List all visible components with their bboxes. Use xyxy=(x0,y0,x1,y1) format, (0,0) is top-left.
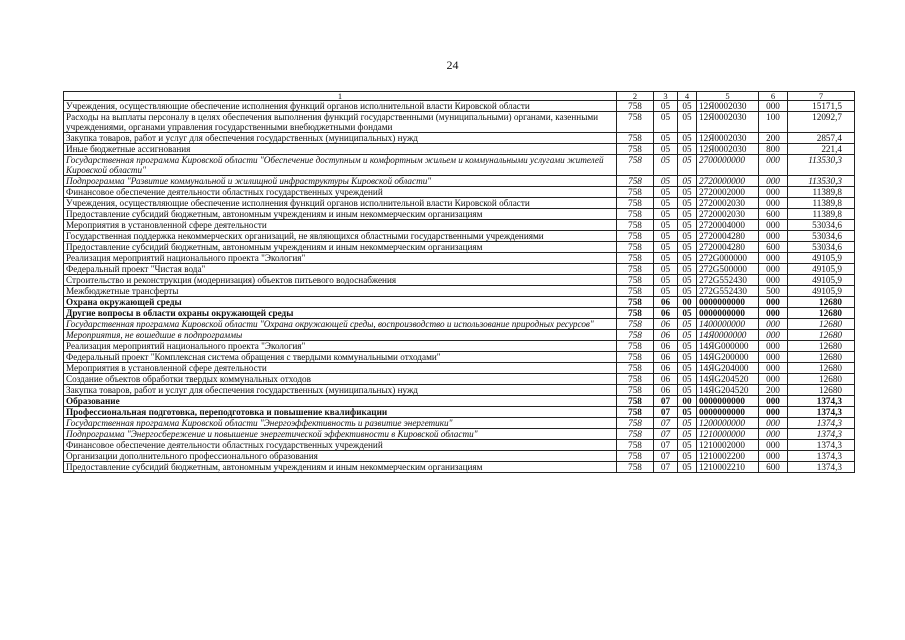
row-amount: 12680 xyxy=(788,341,855,352)
row-amount: 12680 xyxy=(788,297,855,308)
row-amount: 12680 xyxy=(788,308,855,319)
row-subsection: 05 xyxy=(678,319,697,330)
row-name: Учреждения, осуществляющие обеспечение исполнения функций органов исполнительной власти Кировской области xyxy=(64,198,617,209)
column-header: 2 xyxy=(617,92,654,101)
row-amount: 12680 xyxy=(788,319,855,330)
table-row xyxy=(64,308,855,319)
row-section: 06 xyxy=(654,341,678,352)
row-subsection: 05 xyxy=(678,155,697,176)
row-ministry-code: 758 xyxy=(617,112,654,133)
row-expense-type: 500 xyxy=(759,286,788,297)
row-section: 05 xyxy=(654,209,678,220)
row-amount: 12680 xyxy=(788,352,855,363)
row-target-article: 14ЯG000000 xyxy=(697,341,759,352)
table-row xyxy=(64,133,855,144)
row-expense-type: 000 xyxy=(759,407,788,418)
row-ministry-code: 758 xyxy=(617,308,654,319)
row-ministry-code: 758 xyxy=(617,264,654,275)
table-row xyxy=(64,176,855,187)
row-subsection: 05 xyxy=(678,352,697,363)
row-target-article: 2720004280 xyxy=(697,242,759,253)
row-name: Финансовое обеспечение деятельности областных государственных учреждений xyxy=(64,440,617,451)
row-subsection: 05 xyxy=(678,101,697,112)
row-target-article: 12Я0002030 xyxy=(697,112,759,133)
row-subsection: 00 xyxy=(678,297,697,308)
row-name: Закупка товаров, работ и услуг для обеспечения государственных (муниципальных) нужд xyxy=(64,133,617,144)
row-name: Организации дополнительного профессионального образования xyxy=(64,451,617,462)
row-amount: 53034,6 xyxy=(788,231,855,242)
budget-table xyxy=(63,91,855,473)
row-expense-type: 600 xyxy=(759,209,788,220)
row-section: 05 xyxy=(654,176,678,187)
row-expense-type: 000 xyxy=(759,198,788,209)
row-subsection: 05 xyxy=(678,112,697,133)
row-ministry-code: 758 xyxy=(617,330,654,341)
row-expense-type: 000 xyxy=(759,308,788,319)
page-number: 24 xyxy=(446,58,459,72)
column-header: 6 xyxy=(759,92,788,101)
table-row xyxy=(64,374,855,385)
row-section: 07 xyxy=(654,462,678,473)
row-target-article: 2720004280 xyxy=(697,231,759,242)
row-name: Финансовое обеспечение деятельности областных государственных учреждений xyxy=(64,187,617,198)
row-amount: 49105,9 xyxy=(788,275,855,286)
row-section: 05 xyxy=(654,144,678,155)
row-ministry-code: 758 xyxy=(617,275,654,286)
row-subsection: 05 xyxy=(678,374,697,385)
row-target-article: 14Я0000000 xyxy=(697,330,759,341)
table-row xyxy=(64,440,855,451)
row-name: Мероприятия в установленной сфере деятельности xyxy=(64,220,617,231)
row-expense-type: 000 xyxy=(759,176,788,187)
table-row xyxy=(64,286,855,297)
row-section: 07 xyxy=(654,407,678,418)
row-amount: 1374,3 xyxy=(788,418,855,429)
row-expense-type: 000 xyxy=(759,220,788,231)
row-section: 06 xyxy=(654,319,678,330)
row-ministry-code: 758 xyxy=(617,352,654,363)
row-section: 06 xyxy=(654,363,678,374)
row-ministry-code: 758 xyxy=(617,253,654,264)
row-name: Государственная программа Кировской области "Обеспечение доступным и комфортным жильем и коммунальными услугами жителей Кировской области" xyxy=(64,155,617,176)
row-expense-type: 000 xyxy=(759,101,788,112)
row-target-article: 2720002030 xyxy=(697,198,759,209)
row-target-article: 14ЯG204000 xyxy=(697,363,759,374)
row-subsection: 05 xyxy=(678,429,697,440)
row-expense-type: 000 xyxy=(759,319,788,330)
table-row xyxy=(64,231,855,242)
row-target-article: 0000000000 xyxy=(697,396,759,407)
row-target-article: 14ЯG204520 xyxy=(697,374,759,385)
table-body xyxy=(64,92,855,473)
table-row xyxy=(64,209,855,220)
row-section: 06 xyxy=(654,352,678,363)
table-row xyxy=(64,112,855,133)
row-ministry-code: 758 xyxy=(617,407,654,418)
table-row xyxy=(64,101,855,112)
row-ministry-code: 758 xyxy=(617,319,654,330)
row-target-article: 2720004000 xyxy=(697,220,759,231)
column-header: 5 xyxy=(697,92,759,101)
row-name: Федеральный проект "Чистая вода" xyxy=(64,264,617,275)
table-row xyxy=(64,352,855,363)
row-name: Реализация мероприятий национального проекта "Экология" xyxy=(64,253,617,264)
row-ministry-code: 758 xyxy=(617,451,654,462)
row-name: Предоставление субсидий бюджетным, автономным учреждениям и иным некоммерческим организациям xyxy=(64,462,617,473)
row-name: Другие вопросы в области охраны окружающей среды xyxy=(64,308,617,319)
row-target-article: 272G552430 xyxy=(697,275,759,286)
row-ministry-code: 758 xyxy=(617,198,654,209)
row-amount: 12680 xyxy=(788,330,855,341)
row-section: 05 xyxy=(654,253,678,264)
row-expense-type: 000 xyxy=(759,418,788,429)
row-expense-type: 200 xyxy=(759,385,788,396)
row-amount: 2857,4 xyxy=(788,133,855,144)
row-section: 06 xyxy=(654,385,678,396)
row-subsection: 05 xyxy=(678,341,697,352)
row-amount: 53034,6 xyxy=(788,242,855,253)
row-amount: 11389,8 xyxy=(788,198,855,209)
row-name: Закупка товаров, работ и услуг для обеспечения государственных (муниципальных) нужд xyxy=(64,385,617,396)
row-ministry-code: 758 xyxy=(617,429,654,440)
row-amount: 12092,7 xyxy=(788,112,855,133)
row-expense-type: 000 xyxy=(759,440,788,451)
row-target-article: 2720002000 xyxy=(697,187,759,198)
row-expense-type: 000 xyxy=(759,231,788,242)
row-subsection: 05 xyxy=(678,385,697,396)
row-target-article: 12Я0002030 xyxy=(697,101,759,112)
row-subsection: 05 xyxy=(678,418,697,429)
row-target-article: 0000000000 xyxy=(697,308,759,319)
row-name: Государственная программа Кировской области "Охрана окружающей среды, воспроизводство и использование природных ресурсов" xyxy=(64,319,617,330)
row-section: 05 xyxy=(654,133,678,144)
row-amount: 12680 xyxy=(788,385,855,396)
row-ministry-code: 758 xyxy=(617,385,654,396)
row-section: 07 xyxy=(654,451,678,462)
row-subsection: 00 xyxy=(678,396,697,407)
table-row xyxy=(64,297,855,308)
table-row xyxy=(64,319,855,330)
row-name: Профессиональная подготовка, переподготовка и повышение квалификации xyxy=(64,407,617,418)
row-expense-type: 000 xyxy=(759,187,788,198)
row-target-article: 1210002210 xyxy=(697,462,759,473)
row-amount: 11389,8 xyxy=(788,209,855,220)
row-section: 05 xyxy=(654,286,678,297)
row-section: 07 xyxy=(654,396,678,407)
row-amount: 49105,9 xyxy=(788,264,855,275)
row-target-article: 12Я0002030 xyxy=(697,133,759,144)
row-subsection: 05 xyxy=(678,209,697,220)
row-amount: 221,4 xyxy=(788,144,855,155)
table-row xyxy=(64,385,855,396)
row-target-article: 14ЯG204520 xyxy=(697,385,759,396)
row-section: 05 xyxy=(654,198,678,209)
row-expense-type: 000 xyxy=(759,264,788,275)
row-subsection: 05 xyxy=(678,264,697,275)
row-expense-type: 000 xyxy=(759,330,788,341)
row-amount: 113530,3 xyxy=(788,155,855,176)
row-expense-type: 200 xyxy=(759,133,788,144)
row-target-article: 2720002030 xyxy=(697,209,759,220)
row-subsection: 05 xyxy=(678,330,697,341)
row-target-article: 272G552430 xyxy=(697,286,759,297)
row-section: 06 xyxy=(654,297,678,308)
column-header: 1 xyxy=(64,92,617,101)
table-row xyxy=(64,396,855,407)
row-subsection: 05 xyxy=(678,231,697,242)
row-ministry-code: 758 xyxy=(617,396,654,407)
row-name: Иные бюджетные ассигнования xyxy=(64,144,617,155)
row-amount: 49105,9 xyxy=(788,286,855,297)
row-ministry-code: 758 xyxy=(617,462,654,473)
row-target-article: 2720000000 xyxy=(697,176,759,187)
row-subsection: 05 xyxy=(678,144,697,155)
row-ministry-code: 758 xyxy=(617,297,654,308)
table-row xyxy=(64,462,855,473)
row-expense-type: 600 xyxy=(759,462,788,473)
row-amount: 1374,3 xyxy=(788,396,855,407)
row-expense-type: 000 xyxy=(759,352,788,363)
row-target-article: 14ЯG200000 xyxy=(697,352,759,363)
row-expense-type: 000 xyxy=(759,341,788,352)
row-section: 05 xyxy=(654,242,678,253)
row-ministry-code: 758 xyxy=(617,242,654,253)
column-header: 3 xyxy=(654,92,678,101)
table-row xyxy=(64,363,855,374)
row-subsection: 05 xyxy=(678,133,697,144)
row-amount: 49105,9 xyxy=(788,253,855,264)
table-row xyxy=(64,198,855,209)
row-subsection: 05 xyxy=(678,363,697,374)
row-section: 06 xyxy=(654,330,678,341)
row-expense-type: 000 xyxy=(759,253,788,264)
column-header: 7 xyxy=(788,92,855,101)
row-subsection: 05 xyxy=(678,462,697,473)
row-target-article: 0000000000 xyxy=(697,297,759,308)
row-section: 05 xyxy=(654,187,678,198)
row-subsection: 05 xyxy=(678,242,697,253)
row-ministry-code: 758 xyxy=(617,220,654,231)
row-expense-type: 000 xyxy=(759,451,788,462)
table-row xyxy=(64,451,855,462)
row-amount: 1374,3 xyxy=(788,407,855,418)
row-subsection: 05 xyxy=(678,176,697,187)
row-name: Подпрограмма "Энергосбережение и повышение энергетической эффективности в Кировской области" xyxy=(64,429,617,440)
row-ministry-code: 758 xyxy=(617,374,654,385)
row-amount: 1374,3 xyxy=(788,440,855,451)
row-ministry-code: 758 xyxy=(617,155,654,176)
row-subsection: 05 xyxy=(678,198,697,209)
row-name: Реализация мероприятий национального проекта "Экология" xyxy=(64,341,617,352)
row-ministry-code: 758 xyxy=(617,231,654,242)
row-target-article: 1210002000 xyxy=(697,440,759,451)
row-subsection: 05 xyxy=(678,308,697,319)
table-row xyxy=(64,155,855,176)
row-name: Мероприятия, не вошедшие в подпрограммы xyxy=(64,330,617,341)
row-target-article: 1210000000 xyxy=(697,429,759,440)
row-amount: 11389,8 xyxy=(788,187,855,198)
row-ministry-code: 758 xyxy=(617,440,654,451)
table-row xyxy=(64,242,855,253)
row-name: Государственная поддержка некоммерческих организаций, не являющихся областными государственными учреждениями xyxy=(64,231,617,242)
row-section: 05 xyxy=(654,264,678,275)
row-target-article: 1200000000 xyxy=(697,418,759,429)
row-expense-type: 000 xyxy=(759,297,788,308)
row-name: Охрана окружающей среды xyxy=(64,297,617,308)
row-subsection: 05 xyxy=(678,253,697,264)
row-amount: 113530,3 xyxy=(788,176,855,187)
row-target-article: 12Я0002030 xyxy=(697,144,759,155)
row-subsection: 05 xyxy=(678,407,697,418)
row-expense-type: 000 xyxy=(759,374,788,385)
row-section: 07 xyxy=(654,429,678,440)
row-name: Учреждения, осуществляющие обеспечение исполнения функций органов исполнительной власти Кировской области xyxy=(64,101,617,112)
row-name: Предоставление субсидий бюджетным, автономным учреждениям и иным некоммерческим организациям xyxy=(64,242,617,253)
row-section: 06 xyxy=(654,374,678,385)
column-header: 4 xyxy=(678,92,697,101)
row-target-article: 2700000000 xyxy=(697,155,759,176)
row-ministry-code: 758 xyxy=(617,363,654,374)
row-name: Предоставление субсидий бюджетным, автономным учреждениям и иным некоммерческим организациям xyxy=(64,209,617,220)
row-amount: 1374,3 xyxy=(788,429,855,440)
row-ministry-code: 758 xyxy=(617,176,654,187)
row-name: Строительство и реконструкция (модернизация) объектов питьевого водоснабжения xyxy=(64,275,617,286)
row-ministry-code: 758 xyxy=(617,286,654,297)
row-amount: 15171,5 xyxy=(788,101,855,112)
row-amount: 53034,6 xyxy=(788,220,855,231)
row-expense-type: 000 xyxy=(759,155,788,176)
row-expense-type: 600 xyxy=(759,242,788,253)
row-subsection: 05 xyxy=(678,220,697,231)
row-ministry-code: 758 xyxy=(617,133,654,144)
row-name: Государственная программа Кировской области "Энергоэффективность и развитие энергетики" xyxy=(64,418,617,429)
row-ministry-code: 758 xyxy=(617,144,654,155)
row-section: 05 xyxy=(654,101,678,112)
row-expense-type: 800 xyxy=(759,144,788,155)
table-row xyxy=(64,407,855,418)
row-section: 05 xyxy=(654,275,678,286)
row-subsection: 05 xyxy=(678,286,697,297)
row-name: Мероприятия в установленной сфере деятельности xyxy=(64,363,617,374)
row-target-article: 1210002200 xyxy=(697,451,759,462)
row-amount: 12680 xyxy=(788,363,855,374)
table-row xyxy=(64,341,855,352)
row-expense-type: 100 xyxy=(759,112,788,133)
table-row xyxy=(64,144,855,155)
row-section: 05 xyxy=(654,220,678,231)
row-ministry-code: 758 xyxy=(617,209,654,220)
row-amount: 1374,3 xyxy=(788,462,855,473)
row-expense-type: 000 xyxy=(759,429,788,440)
row-section: 07 xyxy=(654,440,678,451)
row-target-article: 1400000000 xyxy=(697,319,759,330)
row-subsection: 05 xyxy=(678,451,697,462)
row-ministry-code: 758 xyxy=(617,341,654,352)
table-row xyxy=(64,253,855,264)
table-row xyxy=(64,275,855,286)
row-amount: 12680 xyxy=(788,374,855,385)
table-row xyxy=(64,264,855,275)
row-ministry-code: 758 xyxy=(617,187,654,198)
table-row xyxy=(64,418,855,429)
row-section: 05 xyxy=(654,112,678,133)
row-name: Создание объектов обработки твердых коммунальных отходов xyxy=(64,374,617,385)
row-ministry-code: 758 xyxy=(617,101,654,112)
row-section: 05 xyxy=(654,155,678,176)
table-row xyxy=(64,330,855,341)
row-target-article: 0000000000 xyxy=(697,407,759,418)
row-name: Расходы на выплаты персоналу в целях обеспечения выполнения функций государственными (муниципальными) органами, казенными учреждениями, органами управления государственными внебюджетными фондами xyxy=(64,112,617,133)
row-subsection: 05 xyxy=(678,187,697,198)
row-expense-type: 000 xyxy=(759,396,788,407)
row-section: 06 xyxy=(654,308,678,319)
row-section: 05 xyxy=(654,231,678,242)
row-target-article: 272G500000 xyxy=(697,264,759,275)
row-name: Образование xyxy=(64,396,617,407)
row-name: Федеральный проект "Комплексная система обращения с твердыми коммунальными отходами" xyxy=(64,352,617,363)
table-row xyxy=(64,220,855,231)
row-section: 07 xyxy=(654,418,678,429)
table-row xyxy=(64,429,855,440)
row-amount: 1374,3 xyxy=(788,451,855,462)
row-expense-type: 000 xyxy=(759,275,788,286)
table-row xyxy=(64,187,855,198)
table-header-row xyxy=(64,92,855,101)
row-subsection: 05 xyxy=(678,440,697,451)
row-subsection: 05 xyxy=(678,275,697,286)
row-name: Межбюджетные трансферты xyxy=(64,286,617,297)
row-name: Подпрограмма "Развитие коммунальной и жилищной инфраструктуры Кировской области" xyxy=(64,176,617,187)
row-ministry-code: 758 xyxy=(617,418,654,429)
row-target-article: 272G000000 xyxy=(697,253,759,264)
row-expense-type: 000 xyxy=(759,363,788,374)
